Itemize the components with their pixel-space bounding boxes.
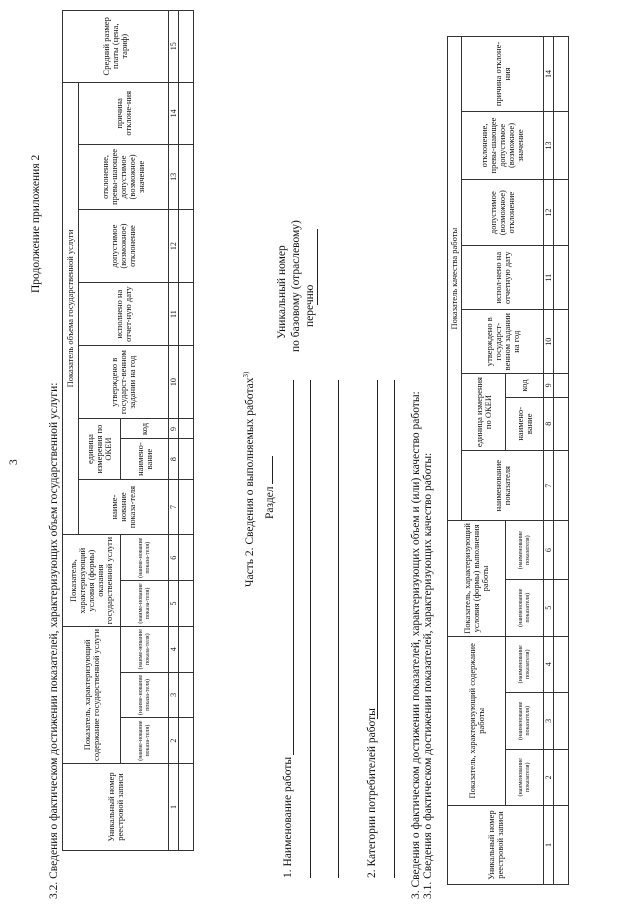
part-2-title: Часть 2. Сведения о выполняемых работах$^{3)}$ — [242, 371, 256, 587]
column-number: 10 — [544, 310, 554, 374]
unique-number-field[interactable] — [306, 229, 318, 305]
column-number: 1 — [544, 806, 554, 885]
column-number: 3 — [544, 693, 554, 750]
header-okei-code: код — [121, 419, 169, 439]
column-number: 5 — [544, 580, 554, 637]
header-content: Показатель, характеризующий содержание работы — [448, 636, 506, 806]
consumers-field[interactable] — [366, 380, 378, 719]
column-number: 1 — [169, 764, 179, 851]
header-volume: Показатель объема государственной услуги — [63, 82, 79, 535]
column-number: 3 — [169, 672, 179, 718]
column-number: 7 — [169, 479, 179, 535]
header-okei-unit: единица измерения по ОКЕИ — [79, 419, 121, 479]
column-number: 6 — [169, 535, 179, 581]
column-number: 11 — [544, 246, 554, 310]
header-content: Показатель, характеризующий содержание государственной услуги — [63, 626, 121, 763]
header-okei-unit: единица измерения по ОКЕИ — [462, 374, 506, 451]
column-number: 5 — [169, 581, 179, 627]
work-name-field-line-3[interactable] — [338, 380, 339, 878]
header-approved: утверждено в государст-венном задании на год — [462, 310, 544, 374]
column-number: 13 — [169, 145, 179, 210]
header-exceeding-deviation: отклонение, превы-шающее допустимое (возможное) значение — [79, 145, 169, 210]
column-number: 4 — [169, 626, 179, 672]
work-name-field-line-2[interactable] — [310, 380, 311, 878]
header-small-name: (наименование показателя) — [506, 521, 544, 580]
header-small-name: (наименование показателя) — [506, 749, 544, 806]
column-number: 10 — [169, 345, 179, 419]
header-executed: исполнено на отчет-ную дату — [79, 283, 169, 345]
header-small-name: (наиме-нование показа-теля) — [121, 718, 169, 764]
unique-number-line2: по базовому (отраслевому) — [290, 220, 302, 352]
work-name-field[interactable] — [282, 380, 294, 755]
header-small-name: (наиме-нование показа-теля) — [121, 581, 169, 627]
table-row — [179, 11, 194, 851]
header-deviation-reason: причина отклоне-ния — [79, 82, 169, 145]
column-number: 15 — [169, 11, 179, 83]
header-deviation-reason: причина отклоне-ния — [462, 37, 544, 112]
header-quality: Показатель качества работы — [448, 37, 462, 521]
page-number: 3 — [8, 459, 20, 465]
column-number: 8 — [169, 439, 179, 479]
column-number: 7 — [544, 450, 554, 520]
column-number: 4 — [544, 636, 554, 693]
column-number: 13 — [544, 111, 554, 179]
section-3-2-title: 3.2. Сведения о фактическом достижении показателей, характеризующих объем государственной услуги: — [48, 382, 60, 899]
field-consumers-label: 2. Категории потребителей работы — [366, 708, 378, 878]
section-3-title: 3. Сведения о фактическом достижении показателей, характеризующих объем и (или) качество работы: — [410, 391, 422, 899]
column-number: 9 — [169, 419, 179, 439]
column-number: 12 — [169, 209, 179, 283]
header-small-name: (наименование показателя) — [506, 580, 544, 637]
field-work-name-label: 1. Наименование работы — [282, 756, 294, 878]
column-number: 11 — [169, 283, 179, 345]
razdel-number-field[interactable] — [262, 456, 273, 484]
header-small-name: (наименование показателя) — [506, 636, 544, 693]
header-okei-name: наимено-вание — [121, 439, 169, 479]
header-avg-fee: Средний размер платы (цена, тариф) — [63, 11, 169, 83]
header-conditions: Показатель, характеризующий условия (формы) выполнения работы — [448, 521, 506, 636]
unique-number-line1: Уникальный номер — [276, 245, 288, 339]
header-registry: Уникальный номер реестровой записи — [448, 806, 544, 885]
unique-number-line3: перечню — [304, 284, 316, 327]
column-number: 14 — [169, 82, 179, 145]
quality-indicators-table — [447, 36, 569, 885]
header-conditions: Показатель, характеризующий условия (формы) оказания государственной услуги — [63, 535, 121, 626]
column-number: 12 — [544, 180, 554, 246]
volume-indicators-table — [62, 10, 194, 851]
header-indicator-name: наиме-нование показа-теля — [79, 479, 169, 535]
header-executed: испол-нено на отчетную дату — [462, 246, 544, 310]
column-number: 8 — [544, 397, 554, 450]
header-exceeding-deviation: отклонение, превы-шающее допустимое (возможное) значение — [462, 111, 544, 179]
column-number: 6 — [544, 521, 554, 580]
header-approved: утверждено в государст-венном задании на год — [79, 345, 169, 419]
header-registry: Уникальный номер реестровой записи — [63, 764, 169, 851]
section-3-1-title: 3.1. Сведения о фактическом достижении показателей, характеризующих качество работы: — [422, 452, 434, 899]
header-small-name: (наиме-нование показа-теля) — [121, 672, 169, 718]
header-small-name: (наиме-нование показа-теля) — [121, 626, 169, 672]
header-allowed-deviation: допустимое (возможное) отклонение — [462, 180, 544, 246]
column-number: 2 — [544, 749, 554, 806]
header-okei-code: код — [506, 374, 544, 397]
header-okei-name: наимено-вание — [506, 397, 544, 450]
column-number: 14 — [544, 37, 554, 112]
appendix-continuation: Продолжение приложения 2 — [30, 154, 42, 293]
header-allowed-deviation: допустимое (возможное) отклонение — [79, 209, 169, 283]
header-small-name: (наименование показателя) — [506, 693, 544, 750]
column-number: 2 — [169, 718, 179, 764]
razdel-label: Раздел — [262, 456, 276, 519]
consumers-field-line-2[interactable] — [394, 380, 395, 878]
header-indicator-name: наименование показателя — [462, 450, 544, 520]
header-small-name: (наиме-нование показа-теля) — [121, 535, 169, 581]
column-number: 9 — [544, 374, 554, 397]
table-row — [554, 37, 569, 885]
